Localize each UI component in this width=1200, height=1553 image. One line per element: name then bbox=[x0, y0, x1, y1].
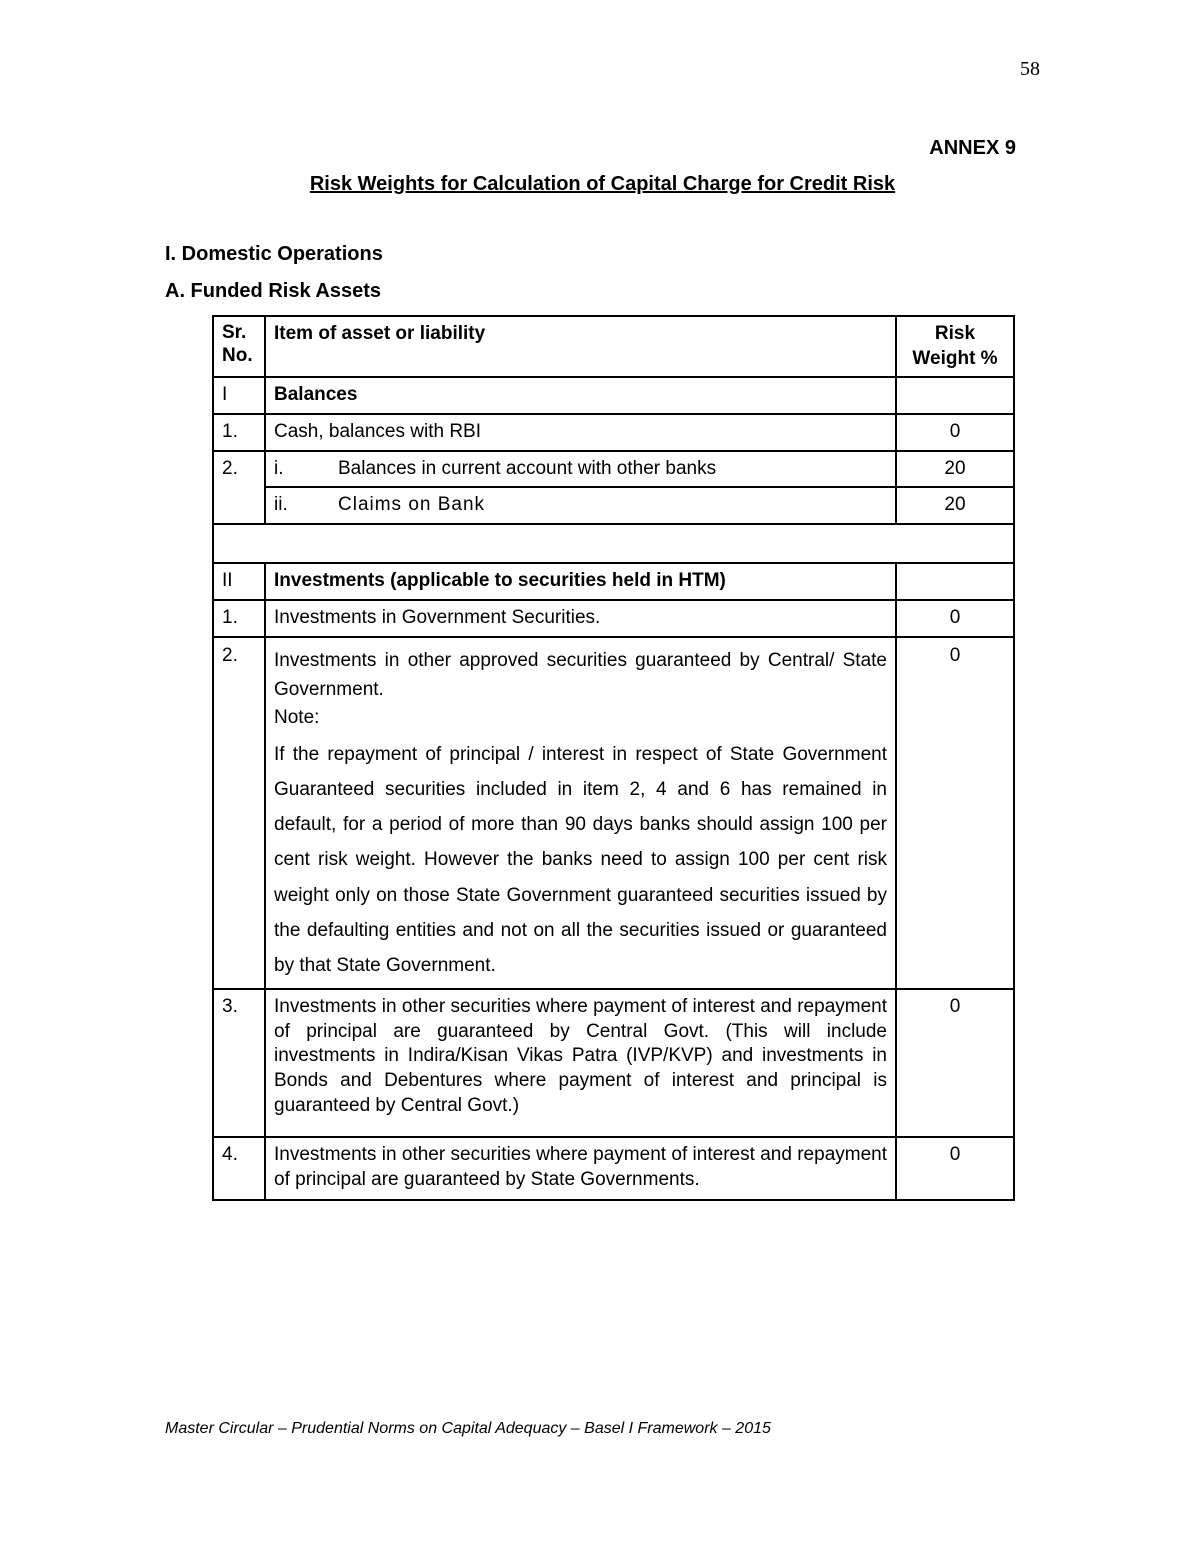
table-row bbox=[213, 451, 1014, 488]
section-heading: I. Domestic Operations bbox=[165, 243, 383, 265]
table-row bbox=[213, 989, 1014, 1137]
empty-cell bbox=[896, 377, 1014, 414]
group-sr: II bbox=[213, 563, 265, 600]
table-row bbox=[213, 1137, 1014, 1199]
row-weight: 0 bbox=[896, 989, 1014, 1137]
row-item: Investments in other securities where payment of interest and repayment of principal are guaranteed by Central Govt. (This will include investments in Indira/Kisan Vikas Patra (IVP/KVP) and investments in Bonds and Debentures where payment of interest and principal is guaranteed by Central Govt.) bbox=[265, 989, 896, 1137]
table-row bbox=[213, 414, 1014, 451]
group-title: Balances bbox=[265, 377, 896, 414]
annex-label: ANNEX 9 bbox=[929, 137, 1016, 159]
table-row bbox=[213, 637, 1014, 990]
row-weight: 20 bbox=[896, 451, 1014, 488]
note-text: If the repayment of principal / interest in respect of State Government Guaranteed securities included in item 2, 4 and 6 has remained in default, for a period of more than 90 days banks should assign 100 per cent risk weight. However the banks need to assign 100 per cent risk weight only on those State Government guaranteed securities issued by the defaulting entities and not on all the securities issued or guaranteed by that State Government. bbox=[274, 744, 887, 976]
header-item: Item of asset or liability bbox=[265, 316, 896, 377]
row-item: Cash, balances with RBI bbox=[265, 414, 896, 451]
row-item bbox=[265, 637, 896, 990]
row-weight: 20 bbox=[896, 487, 1014, 524]
row-item bbox=[265, 487, 896, 524]
page-number: 58 bbox=[1020, 58, 1040, 80]
risk-weights-table bbox=[212, 315, 1015, 1201]
subsection-heading: A. Funded Risk Assets bbox=[165, 280, 381, 302]
table-row bbox=[213, 487, 1014, 524]
document-title: Risk Weights for Calculation of Capital Charge for Credit Risk bbox=[309, 173, 896, 195]
row-weight: 0 bbox=[896, 1137, 1014, 1199]
group-title: Investments (applicable to securities held in HTM) bbox=[265, 563, 896, 600]
row-sr: 1. bbox=[213, 600, 265, 637]
row-item: Investments in Government Securities. bbox=[265, 600, 896, 637]
row-weight: 0 bbox=[896, 414, 1014, 451]
sub-item-text: Balances in current account with other banks bbox=[338, 457, 717, 479]
table-row bbox=[213, 377, 1014, 414]
sub-item-numeral: i. bbox=[274, 457, 284, 479]
row-sr: 2. bbox=[213, 451, 265, 524]
row-sr: 1. bbox=[213, 414, 265, 451]
row-weight: 0 bbox=[896, 637, 1014, 990]
group-sr: I bbox=[213, 377, 265, 414]
row-sr: 4. bbox=[213, 1137, 265, 1199]
row-item-text: Investments in other approved securities guaranteed by Central/ State Government. bbox=[274, 649, 887, 700]
sub-item-text: Claims on Bank bbox=[338, 494, 486, 516]
empty-cell bbox=[213, 524, 1014, 563]
row-item: Investments in other securities where payment of interest and repayment of principal are guaranteed by State Governments. bbox=[265, 1137, 896, 1199]
table-row bbox=[213, 600, 1014, 637]
note-label: Note: bbox=[274, 707, 320, 729]
header-sr-no: Sr. No. bbox=[213, 316, 265, 377]
row-sr: 2. bbox=[213, 637, 265, 990]
table-row bbox=[213, 563, 1014, 600]
table-header-row bbox=[213, 316, 1014, 377]
row-sr: 3. bbox=[213, 989, 265, 1137]
empty-cell bbox=[896, 563, 1014, 600]
header-risk-weight: Risk Weight % bbox=[896, 316, 1014, 377]
row-item bbox=[265, 451, 896, 488]
sub-item-numeral: ii. bbox=[274, 494, 288, 516]
footer-text: Master Circular – Prudential Norms on Capital Adequacy – Basel I Framework – 2015 bbox=[165, 1420, 771, 1437]
blank-separator-row bbox=[213, 524, 1014, 563]
row-weight: 0 bbox=[896, 600, 1014, 637]
